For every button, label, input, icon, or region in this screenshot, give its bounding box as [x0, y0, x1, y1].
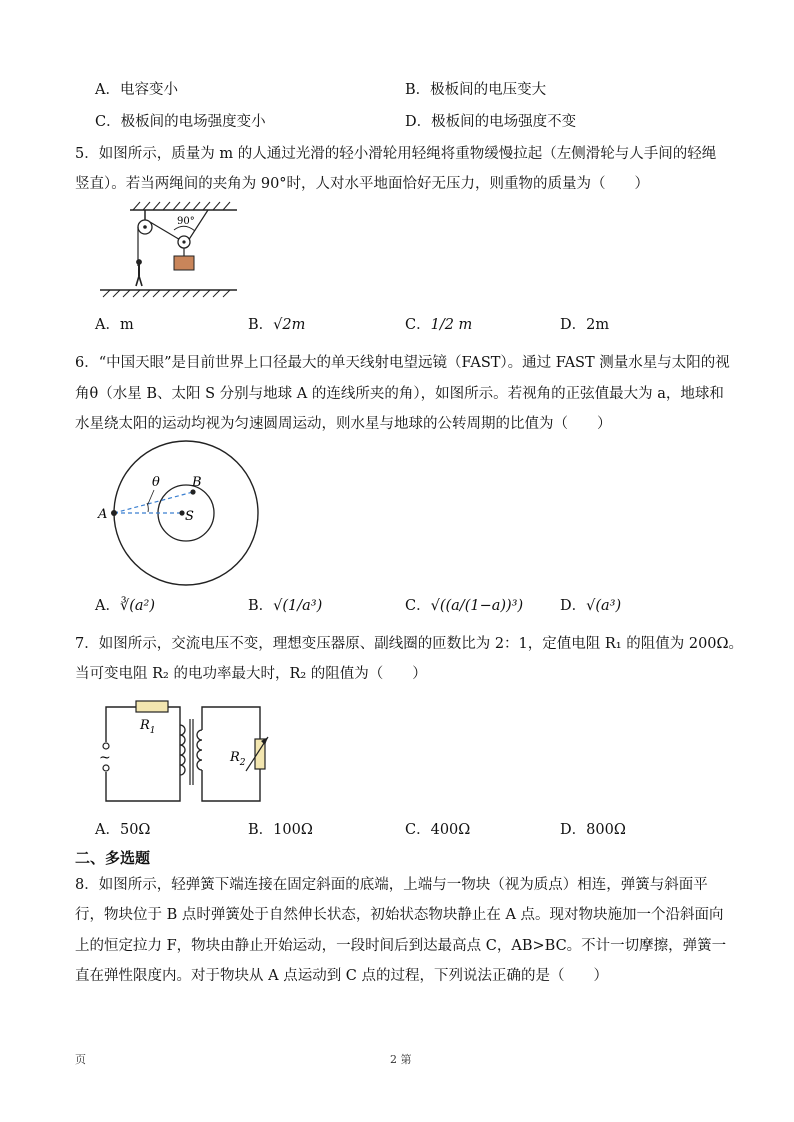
q6-label-theta: θ	[152, 475, 160, 490]
q4-option-c: C．极板间的电场强度变小	[95, 114, 266, 130]
q7-source-symbol: ~	[99, 750, 111, 766]
q6-label-a: A	[98, 507, 108, 522]
q7-label-r1: $R_1$	[140, 718, 156, 736]
q5-option-c: C．1/2 m	[405, 317, 473, 333]
q8-stem-line2: 行，物块位于 B 点时弹簧处于自然伸长状态，初始状态物块静止在 A 点。现对物块施加一个沿斜面向	[75, 907, 724, 923]
q4-option-d: D．极板间的电场强度不变	[405, 114, 577, 130]
q8-stem-line3: 上的恒定拉力 F，物块由静止开始运动，一段时间后到达最高点 C，AB>BC。不计一切摩擦，弹簧一	[75, 938, 727, 954]
q6-stem-line1: 6．“中国天眼”是目前世界上口径最大的单天线射电望远镜（FAST）。通过 FAST 测量水星与太阳的视	[75, 355, 730, 371]
section-title-multi-choice: 二、多选题	[75, 849, 151, 867]
q5-option-d: D．2m	[560, 317, 610, 333]
q7-label-r2: $R_2$	[230, 750, 246, 768]
q7-option-c: C．400Ω	[405, 822, 471, 838]
q6-label-b: B	[192, 475, 202, 490]
q8-stem-line1: 8．如图所示，轻弹簧下端连接在固定斜面的底端，上端与一物块（视为质点）相连，弹簧与斜面平	[75, 877, 708, 893]
q6-label-s: S	[185, 509, 194, 524]
q5-stem-line1: 5．如图所示，质量为 m 的人通过光滑的轻小滑轮用轻绳将重物缓慢拉起（左侧滑轮与人手间的轻绳	[75, 146, 717, 162]
q8-stem-line4: 直在弹性限度内。对于物块从 A 点运动到 C 点的过程，下列说法正确的是（ ）	[75, 968, 608, 984]
q6-stem-line3: 水星绕太阳的运动均视为匀速圆周运动，则水星与地球的公转周期的比值为（ ）	[75, 416, 612, 432]
q5-option-b: B．√2m	[248, 317, 306, 333]
q5-stem-line2: 竖直）。若当两绳间的夹角为 90°时，人对水平地面恰好无压力，则重物的质量为（ ）	[75, 176, 650, 192]
q6-stem-line2: 角θ（水星 B、太阳 S 分别与地球 A 的连线所夹的角），如图所示。若视角的正弦值最大为 a，地球和	[75, 386, 724, 402]
footer-page-left: 页	[75, 1053, 86, 1066]
q6-orbit-figure	[92, 440, 282, 590]
q4-option-a: A．电容变小	[95, 82, 178, 98]
q6-option-a: A．∛(a²)	[95, 598, 155, 614]
q7-stem-line2: 当可变电阻 R₂ 的电功率最大时，R₂ 的阻值为（ ）	[75, 666, 427, 682]
person-icon	[136, 260, 142, 286]
q6-option-d: D．√(a³)	[560, 598, 622, 614]
q7-transformer-circuit	[98, 697, 273, 807]
q6-option-c: C．√((a/(1−a))³)	[405, 598, 524, 614]
q5-option-a: A．m	[95, 317, 134, 333]
q4-option-b: B．极板间的电压变大	[405, 82, 547, 98]
q7-option-a: A．50Ω	[95, 822, 151, 838]
q6-option-b: B．√(1/a³)	[248, 598, 323, 614]
q5-pulley-figure	[95, 198, 245, 298]
footer-page-number: 2 第	[390, 1053, 412, 1066]
q7-stem-line1: 7．如图所示，交流电压不变，理想变压器原、副线圈的匝数比为 2：1，定值电阻 R₁ 的阻值为 200Ω。	[75, 636, 744, 652]
q5-angle-label: 90°	[177, 216, 195, 227]
q7-option-b: B．100Ω	[248, 822, 313, 838]
q7-option-d: D．800Ω	[560, 822, 626, 838]
